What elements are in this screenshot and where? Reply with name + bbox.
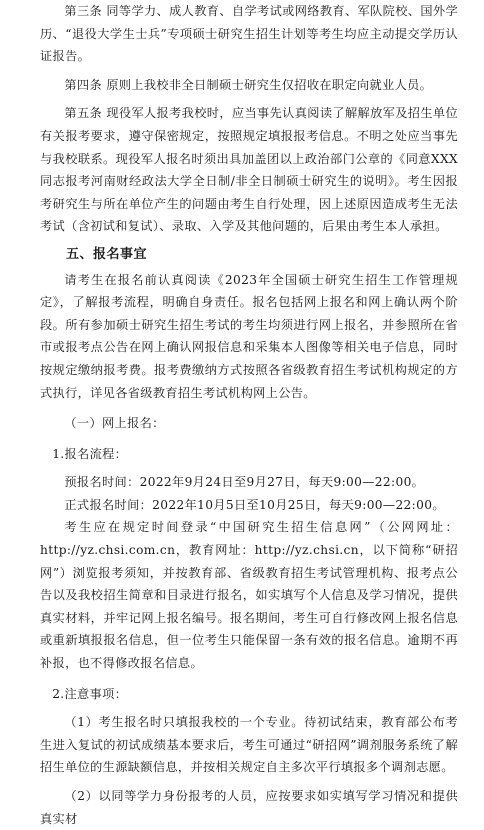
pre-reg-time: 预报名时间：2022年9月24日至9月27日，每天9:00—22:00。 xyxy=(64,475,425,490)
online-reg-heading: （一）网上报名： xyxy=(64,416,165,431)
article-5: 第五条 现役军人报考我校时，应当事先认真阅读了解解放军及招生单位有关报考要求，遵守保密规定，按照规定填报报考信息。不明之处应当事先与我校联系。现役军人报名时须出具加盖团以上政治部门公章的《同意XXX同志报考河南财经政法大学全日制/非全日制硕士研究生的说明》。考生因报考研究生与所在单位产生的问题由考生自行处理，因上述原因造成考生无法考试（含初试和复试）、录取、入学及其他问题的，后果由考生本人承担。 xyxy=(40,106,458,234)
note-2: （2）以同等学力身份报考的人员，应按要求如实填写学习情况和提供真实材 xyxy=(40,789,458,826)
article-4: 第四条 原则上我校非全日制硕士研究生仅招收在职定向就业人员。 xyxy=(64,77,433,92)
section-intro: 请考生在报名前认真阅读《2023年全国硕士研究生招生工作管理规定》，了解报考流程，明确自身责任。报名包括网上报名和网上确认两个阶段。所有参加硕士研究生招生考试的考生均须进行网上报名，并参照所在省市或报考点公告在网上确认网报信息和采集本人图像等相关电子信息，同时按规定缴纳报考费。报考费缴纳方式按照各省级教育招生考试机构规定的方式执行，详见各省级教育招生考试机构网上公告。 xyxy=(40,272,458,400)
section-heading: 五、报名事宜 xyxy=(66,246,148,262)
article-3: 第三条 同等学力、成人教育、自学考试或网络教育、军队院校、国外学历、“退役大学生士兵”专项硕士研究生招生计划等考生均应主动提交学历认证报告。 xyxy=(40,4,458,64)
reg-instructions: 考生应在规定时间登录“中国研究生招生信息网”（公网网址：http://yz.chsi.com.cn，教育网址：http://yz.chsi.cn，以下简称“研招网”）浏览报考须知，并按教育部、省级教育招生考试管理机构、报考点公告以及我校招生简章和目录进行报名，如实填写个人信息及学习情况，提供真实材料，并牢记网上报名编号。报名期间，考生可自行修改网上报名信息或重新填报报名信息，但一位考生只能保留一条有效的报名信息。逾期不再补报，也不得修改报名信息。 xyxy=(40,520,458,671)
note-1: （1）考生报名时只填报我校的一个专业。待初试结束，教育部公布考生进入复试的初试成绩基本要求后，考生可通过“研招网”调剂服务系统了解招生单位的生源缺额信息，并按相关规定自主多次平行填报多个调剂志愿。 xyxy=(40,715,458,775)
notes-heading: 2.注意事项： xyxy=(52,686,128,701)
reg-time: 正式报名时间：2022年10月5日至10月25日，每天9:00—22:00。 xyxy=(64,497,445,512)
flow-heading: 1.报名流程： xyxy=(52,446,128,461)
